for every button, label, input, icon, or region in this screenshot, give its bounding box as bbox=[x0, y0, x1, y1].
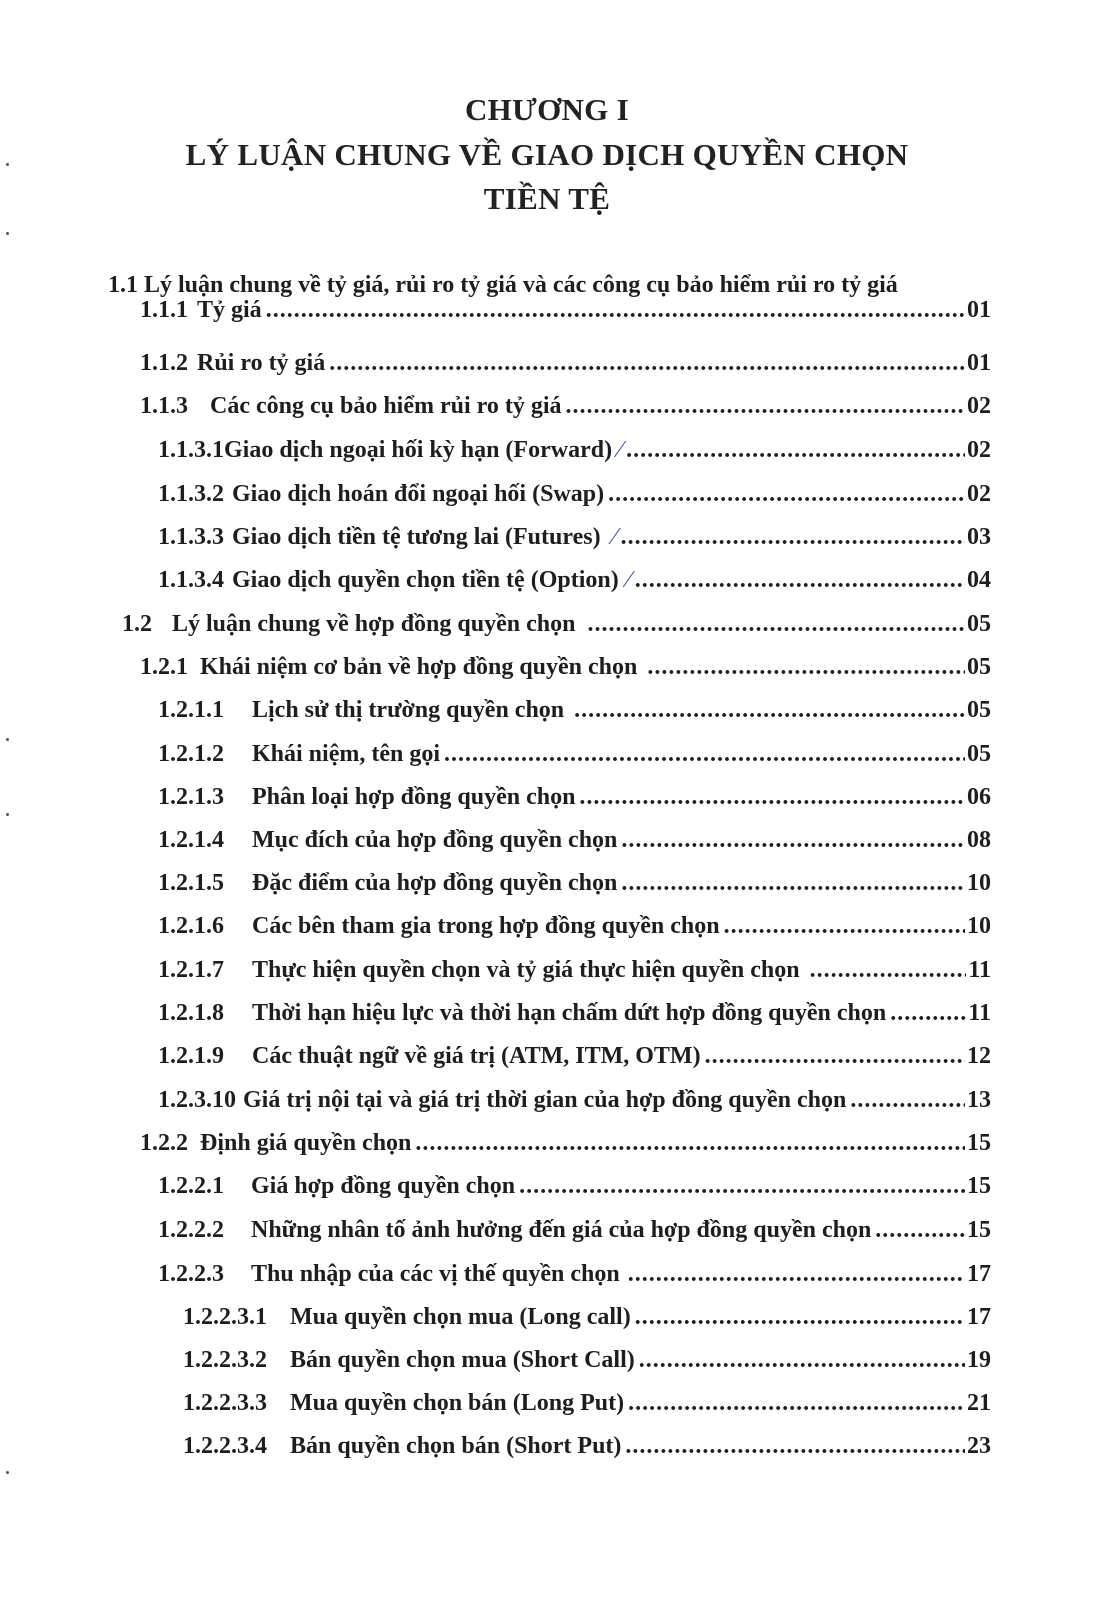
toc-entry-title: Thực hiện quyền chọn và tỷ giá thực hiện quyền chọn bbox=[252, 957, 800, 983]
toc-entry-page: 17 bbox=[967, 1304, 991, 1330]
dot-leader bbox=[635, 1304, 965, 1331]
chapter-title-continued: TIỀN TỆ bbox=[483, 181, 611, 216]
dot-leader bbox=[890, 1000, 966, 1027]
toc-entry-number: 1.1.3.1 bbox=[158, 437, 224, 463]
toc-entry bbox=[158, 957, 991, 989]
dot-leader bbox=[444, 741, 965, 768]
toc-entry-page: 03 bbox=[967, 524, 991, 550]
section-heading: 1.1 Lý luận chung về tỷ giá, rủi ro tỷ giá và các công cụ bảo hiểm rủi ro tỷ giá bbox=[108, 272, 898, 298]
handwritten-check-mark: ⁄ bbox=[626, 567, 631, 593]
toc-entry bbox=[158, 1217, 991, 1249]
toc-entry bbox=[158, 827, 991, 859]
toc-entry-title: Định giá quyền chọn bbox=[200, 1130, 412, 1156]
toc-entry-page: 01 bbox=[967, 350, 991, 376]
toc-entry bbox=[158, 697, 991, 729]
toc-entry bbox=[158, 1000, 991, 1032]
toc-entry-title: Mua quyền chọn bán (Long Put) bbox=[290, 1390, 625, 1416]
toc-entry bbox=[158, 567, 991, 599]
dot-leader bbox=[566, 393, 965, 420]
toc-entry-page: 06 bbox=[967, 784, 991, 810]
toc-entry-page: 15 bbox=[967, 1173, 991, 1199]
toc-entry-number: 1.2 bbox=[122, 611, 152, 637]
scan-speck bbox=[6, 738, 9, 741]
toc-entry-page: 10 bbox=[967, 870, 991, 896]
toc-entry bbox=[183, 1347, 991, 1379]
dot-leader bbox=[621, 870, 965, 897]
toc-entry bbox=[158, 1087, 991, 1119]
toc-entry-page: 19 bbox=[967, 1347, 991, 1373]
toc-entry-number: 1.1.2 bbox=[140, 350, 188, 376]
toc-entry-page: 05 bbox=[967, 611, 991, 637]
toc-entry-number: 1.2.1.6 bbox=[158, 913, 224, 939]
toc-entry-title: Giao dịch tiền tệ tương lai (Futures) bbox=[232, 524, 601, 550]
toc-entry-page: 23 bbox=[967, 1433, 991, 1459]
toc-entry bbox=[183, 1433, 991, 1465]
toc-entry-number: 1.2.1.4 bbox=[158, 827, 224, 853]
toc-entry-number: 1.2.1.9 bbox=[158, 1043, 224, 1069]
toc-entry bbox=[122, 611, 991, 643]
dot-leader bbox=[626, 437, 965, 464]
dot-leader bbox=[724, 913, 965, 940]
toc-entry-title: Khái niệm, tên gọi bbox=[252, 741, 441, 767]
toc-entry-number: 1.1.3 bbox=[140, 393, 188, 419]
toc-entry-number: 1.2.3.10 bbox=[158, 1087, 236, 1113]
handwritten-check-mark: ⁄ bbox=[618, 437, 623, 463]
toc-entry bbox=[140, 654, 991, 686]
toc-entry-title: Các bên tham gia trong hợp đồng quyền chọn bbox=[252, 913, 720, 939]
dot-leader bbox=[621, 524, 965, 551]
toc-entry-number: 1.2.2.3.1 bbox=[183, 1304, 267, 1330]
toc-entry-page: 08 bbox=[967, 827, 991, 853]
toc-entry-page: 04 bbox=[967, 567, 991, 593]
toc-entry-page: 02 bbox=[967, 481, 991, 507]
toc-entry-number: 1.1.3.3 bbox=[158, 524, 224, 550]
toc-entry bbox=[158, 784, 991, 816]
chapter-title: LÝ LUẬN CHUNG VỀ GIAO DỊCH QUYỀN CHỌN bbox=[185, 137, 909, 172]
toc-entry-title: Giao dịch quyền chọn tiền tệ (Option) bbox=[232, 567, 619, 593]
toc-entry-page: 10 bbox=[967, 913, 991, 939]
toc-entry-page: 05 bbox=[967, 697, 991, 723]
toc-entry-title: Thời hạn hiệu lực và thời hạn chấm dứt hợp đồng quyền chọn bbox=[252, 1000, 887, 1026]
toc-entry bbox=[140, 350, 991, 382]
toc-entry bbox=[183, 1304, 991, 1336]
dot-leader bbox=[875, 1217, 965, 1244]
dot-leader bbox=[608, 481, 965, 508]
toc-entry bbox=[158, 741, 991, 773]
toc-entry-number: 1.2.1 bbox=[140, 654, 188, 680]
toc-entry-title: Thu nhập của các vị thế quyền chọn bbox=[251, 1261, 620, 1287]
toc-entry bbox=[158, 870, 991, 902]
dot-leader bbox=[415, 1130, 965, 1157]
dot-leader bbox=[579, 784, 965, 811]
dot-leader bbox=[621, 827, 965, 854]
toc-entry-title: Bán quyền chọn bán (Short Put) bbox=[290, 1433, 622, 1459]
toc-entry-number: 1.1.1 bbox=[140, 297, 188, 323]
toc-entry-title: Tỷ giá bbox=[197, 297, 262, 323]
toc-entry bbox=[158, 437, 991, 469]
toc-entry bbox=[158, 913, 991, 945]
toc-entry-title: Đặc điểm của hợp đồng quyền chọn bbox=[252, 870, 618, 896]
toc-entry-page: 15 bbox=[967, 1217, 991, 1243]
toc-entry bbox=[140, 297, 991, 329]
toc-entry-title: Giao dịch hoán đổi ngoại hối (Swap) bbox=[232, 481, 605, 507]
toc-entry-number: 1.2.2.3.4 bbox=[183, 1433, 267, 1459]
toc-entry-number: 1.1.3.2 bbox=[158, 481, 224, 507]
toc-entry bbox=[158, 1043, 991, 1075]
toc-entry-title: Giá hợp đồng quyền chọn bbox=[251, 1173, 516, 1199]
toc-entry-title: Giao dịch ngoại hối kỳ hạn (Forward) bbox=[224, 437, 613, 463]
toc-entry-page: 11 bbox=[968, 1000, 991, 1026]
dot-leader bbox=[635, 567, 965, 594]
toc-entry-title: Các thuật ngữ về giá trị (ATM, ITM, OTM) bbox=[252, 1043, 701, 1069]
scan-speck bbox=[6, 813, 9, 816]
toc-entry-title: Giá trị nội tại và giá trị thời gian của hợp đồng quyền chọn bbox=[243, 1087, 847, 1113]
toc-entry-number: 1.2.1.1 bbox=[158, 697, 224, 723]
toc-entry bbox=[158, 1261, 991, 1293]
scan-speck bbox=[6, 1471, 9, 1474]
dot-leader bbox=[587, 611, 965, 638]
toc-entry bbox=[158, 481, 991, 513]
toc-entry-page: 05 bbox=[967, 741, 991, 767]
toc-entry-title: Mua quyền chọn mua (Long call) bbox=[290, 1304, 631, 1330]
dot-leader bbox=[850, 1087, 965, 1114]
dot-leader bbox=[266, 297, 965, 324]
toc-entry-page: 11 bbox=[968, 957, 991, 983]
toc-entry-page: 12 bbox=[967, 1043, 991, 1069]
toc-entry-page: 01 bbox=[967, 297, 991, 323]
toc-entry-number: 1.2.2.3.3 bbox=[183, 1390, 267, 1416]
toc-entry-number: 1.1.3.4 bbox=[158, 567, 224, 593]
dot-leader bbox=[625, 1433, 965, 1460]
toc-entry-page: 17 bbox=[967, 1261, 991, 1287]
toc-entry-title: Phân loại hợp đồng quyền chọn bbox=[252, 784, 576, 810]
toc-entry bbox=[183, 1390, 991, 1422]
toc-entry-page: 13 bbox=[967, 1087, 991, 1113]
toc-entry-number: 1.2.1.2 bbox=[158, 741, 224, 767]
toc-entry-number: 1.2.1.5 bbox=[158, 870, 224, 896]
toc-entry-page: 15 bbox=[967, 1130, 991, 1156]
toc-entry-number: 1.2.1.3 bbox=[158, 784, 224, 810]
toc-entry-page: 02 bbox=[967, 393, 991, 419]
dot-leader bbox=[519, 1173, 965, 1200]
dot-leader bbox=[329, 350, 965, 377]
toc-entry-number: 1.2.2 bbox=[140, 1130, 188, 1156]
toc-entry-title: Khái niệm cơ bản về hợp đồng quyền chọn bbox=[200, 654, 638, 680]
dot-leader bbox=[810, 957, 967, 984]
dot-leader bbox=[639, 1347, 965, 1374]
scan-speck bbox=[6, 163, 9, 166]
toc-entry-number: 1.2.1.7 bbox=[158, 957, 224, 983]
toc-entry-number: 1.2.2.1 bbox=[158, 1173, 224, 1199]
toc-entry-title: Các công cụ bảo hiểm rủi ro tỷ giá bbox=[210, 393, 562, 419]
toc-entry-number: 1.2.2.2 bbox=[158, 1217, 224, 1243]
toc-entry-title: Lý luận chung về hợp đồng quyền chọn bbox=[172, 611, 576, 637]
toc-entry-page: 02 bbox=[967, 437, 991, 463]
dot-leader bbox=[705, 1043, 965, 1070]
toc-entry bbox=[158, 1173, 991, 1205]
toc-entry-page: 21 bbox=[967, 1390, 991, 1416]
toc-entry bbox=[158, 524, 991, 556]
toc-entry-number: 1.2.2.3 bbox=[158, 1261, 224, 1287]
toc-entry-title: Những nhân tố ảnh hưởng đến giá của hợp đồng quyền chọn bbox=[251, 1217, 872, 1243]
chapter-number: CHƯƠNG I bbox=[465, 92, 629, 127]
toc-entry-number: 1.2.1.8 bbox=[158, 1000, 224, 1026]
dot-leader bbox=[628, 1261, 965, 1288]
toc-entry-title: Rủi ro tỷ giá bbox=[197, 350, 326, 376]
toc-entry-number: 1.2.2.3.2 bbox=[183, 1347, 267, 1373]
toc-entry bbox=[140, 1130, 991, 1162]
toc-entry-title: Mục đích của hợp đồng quyền chọn bbox=[252, 827, 618, 853]
toc-entry-page: 05 bbox=[967, 654, 991, 680]
dot-leader bbox=[574, 697, 965, 724]
handwritten-check-mark: ⁄ bbox=[612, 524, 617, 550]
toc-entry-title: Bán quyền chọn mua (Short Call) bbox=[290, 1347, 635, 1373]
dot-leader bbox=[628, 1390, 965, 1417]
toc-entry-title: Lịch sử thị trường quyền chọn bbox=[252, 697, 565, 723]
toc-entry bbox=[140, 393, 991, 425]
dot-leader bbox=[647, 654, 965, 681]
scan-speck bbox=[6, 232, 9, 235]
